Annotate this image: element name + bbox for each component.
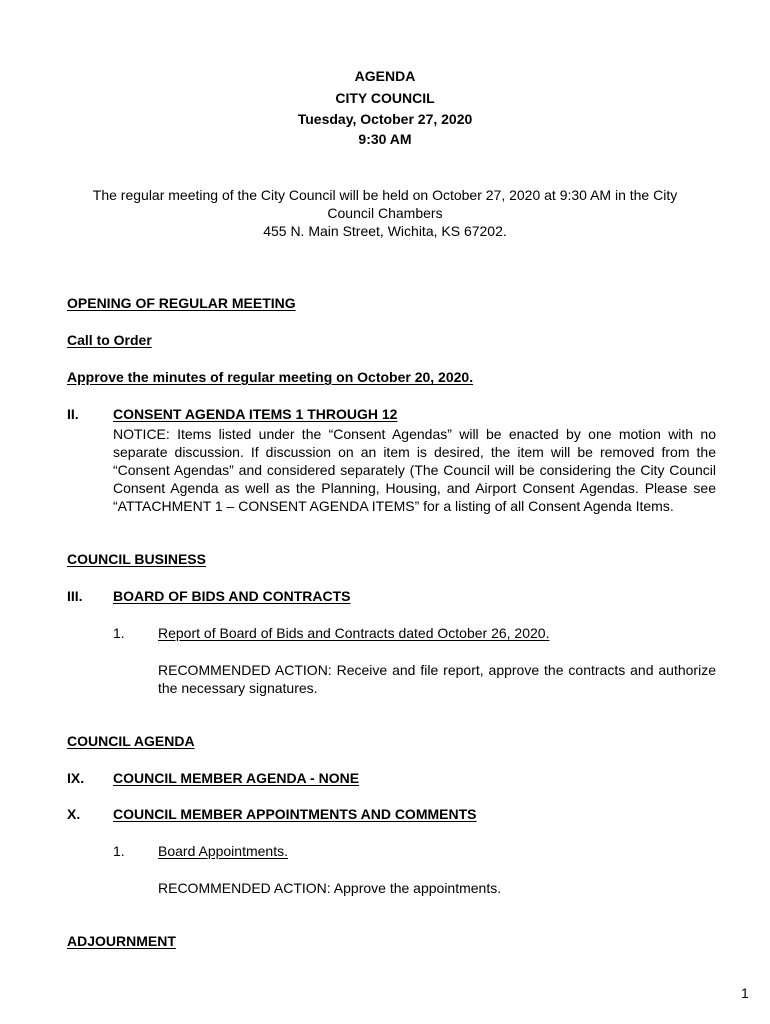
meeting-date: Tuesday, October 27, 2020 xyxy=(297,111,473,127)
page-number: 1 xyxy=(741,985,749,1001)
council-business-heading: COUNCIL BUSINESS xyxy=(67,551,206,567)
member-agenda-heading: COUNCIL MEMBER AGENDA - NONE xyxy=(113,770,360,786)
opening-heading: OPENING OF REGULAR MEETING xyxy=(67,295,296,311)
bids-recommended-action: RECOMMENDED ACTION: Receive and file report, approve the contracts and authorize the necessary signatures. xyxy=(158,662,716,696)
intro-line-3: 455 N. Main Street, Wichita, KS 67202. xyxy=(263,223,507,239)
bids-heading: BOARD OF BIDS AND CONTRACTS xyxy=(113,588,351,604)
council-name: CITY COUNCIL xyxy=(335,90,435,106)
bids-numeral: III. xyxy=(67,588,83,604)
consent-heading: CONSENT AGENDA ITEMS 1 THROUGH 12 xyxy=(113,406,398,422)
appointments-item-number: 1. xyxy=(113,843,125,859)
appointments-heading: COUNCIL MEMBER APPOINTMENTS AND COMMENTS xyxy=(113,806,477,822)
member-agenda-numeral: IX. xyxy=(67,770,85,786)
intro-line-2: Council Chambers xyxy=(327,205,443,221)
appointments-item-title: Board Appointments. xyxy=(158,843,288,859)
bids-item-number: 1. xyxy=(113,625,125,641)
appointments-recommended-action: RECOMMENDED ACTION: Approve the appointments. xyxy=(158,880,502,896)
intro-line-1: The regular meeting of the City Council will be held on October 27, 2020 at 9:30 AM in the City xyxy=(92,187,678,203)
call-to-order: Call to Order xyxy=(67,332,152,348)
adjournment-heading: ADJOURNMENT xyxy=(67,933,176,949)
approve-minutes: Approve the minutes of regular meeting on October 20, 2020. xyxy=(67,369,474,385)
bids-item-title: Report of Board of Bids and Contracts dated October 26, 2020. xyxy=(158,625,550,641)
agenda-title: AGENDA xyxy=(354,68,416,84)
appointments-numeral: X. xyxy=(67,806,81,822)
consent-numeral: II. xyxy=(67,406,79,422)
meeting-time: 9:30 AM xyxy=(358,131,412,147)
council-agenda-heading: COUNCIL AGENDA xyxy=(67,733,195,749)
consent-notice: NOTICE: Items listed under the “Consent Agendas” will be enacted by one motion with no separate discussion. If discussion on an item is desired, the item will be removed from the “Consent Agendas” and considered separately (The Council will be considering the City Council Consent Agenda as well as the Planning, Housing, and Airport Consent Agendas. Please see “ATTACHMENT 1 – CONSENT AGENDA ITEMS” for a listing of all Consent Agenda Items. xyxy=(113,426,716,514)
